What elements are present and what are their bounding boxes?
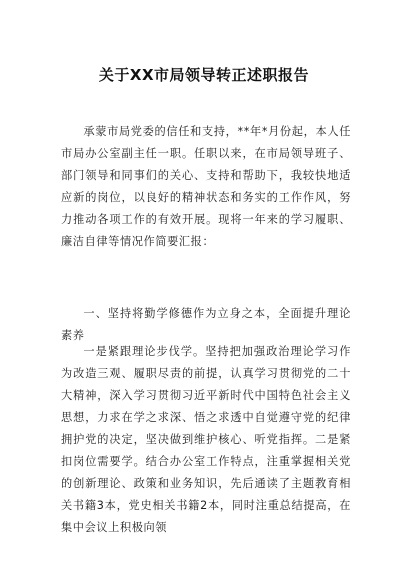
paragraph-section-1-body: 一是紧跟理论步伐学。坚持把加强政治理论学习作为改造三观、履职尽责的前提，认真学习贯彻党的二十大精神，深入学习贯彻习近平新时代中国特色社会主义思想，力求在学之求深、悟之求透中自觉遵守党的纪律拥护党的决定，坚决做到维护核心、听党指挥。二是紧扣岗位需要学。结合办公室工作特点，注重掌握相关党的创新理论、政策和业务知识，先后通读了主题教育相关书籍3本，党史相关书籍2本，同时注重总结提高，在集中会议上积极向领 — [61, 345, 351, 534]
document-title: 关于XX市局领导转正述职报告 — [98, 66, 310, 84]
section-heading-1: 一、坚持将勤学修德作为立身之本，全面提升理论素养 — [61, 307, 351, 342]
paragraph-intro: 承蒙市局党委的信任和支持，**年*月份起，本人任市局办公室副主任一职。任职以来，在市局领导班子、部门领导和同事们的关心、支持和帮助下，我较快地适应新的岗位，以良好的精神状态和务实的工作作风，努力推动各项工作的有效开展。现将一年来的学习履职、廉洁自律等情况作简要汇报： — [61, 125, 351, 248]
